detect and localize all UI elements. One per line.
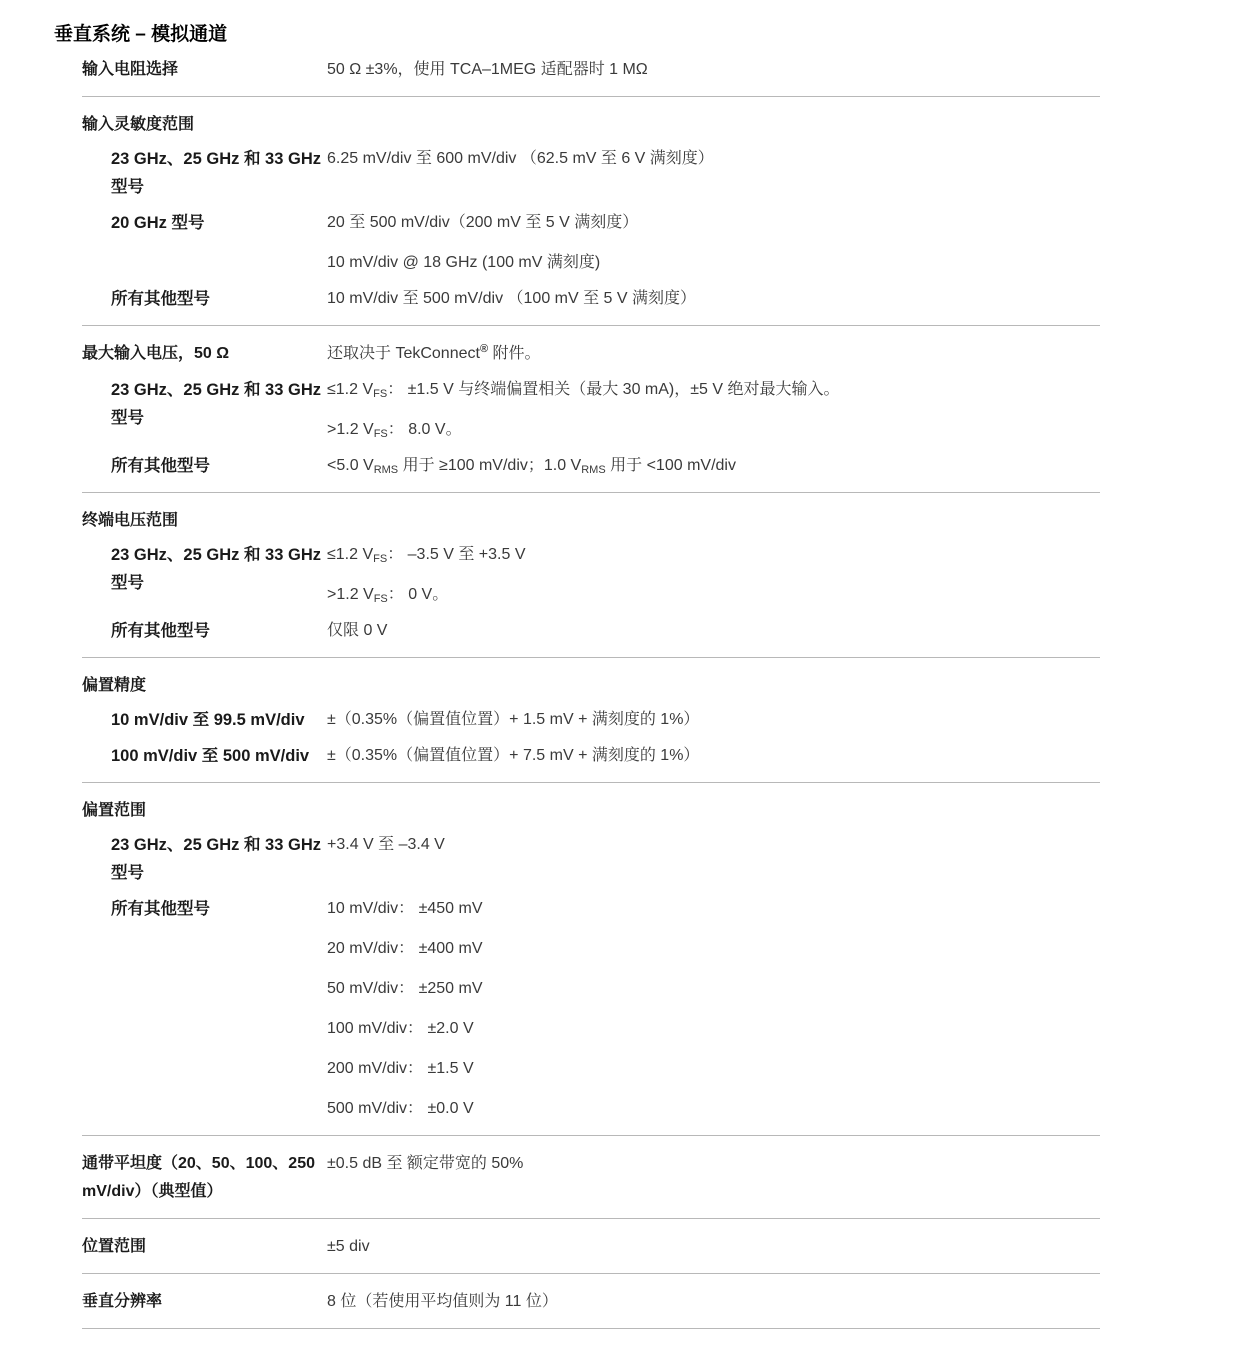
spec-value: 10 mV/div 至 500 mV/div （100 mV 至 5 V 满刻度）	[327, 290, 697, 307]
spec-values	[327, 338, 1100, 368]
spec-value: 还取决于 TekConnect® 附件。	[327, 343, 541, 362]
spec-row	[82, 1148, 1100, 1206]
subscript: RMS	[373, 464, 399, 476]
spec-label: 输入灵敏度范围	[82, 116, 195, 133]
spec-label: 100 mV/div 至 500 mV/div	[111, 747, 310, 765]
spec-value: ±（0.35%（偏置值位置）+ 7.5 mV + 满刻度的 1%）	[327, 747, 700, 764]
subscript: FS	[373, 428, 388, 440]
subscript: FS	[373, 593, 388, 605]
spec-values	[327, 54, 1100, 84]
spec-section	[82, 493, 1100, 658]
spec-subrow	[82, 283, 1100, 313]
spec-value: 6.25 mV/div 至 600 mV/div （62.5 mV 至 6 V 满刻度）	[327, 150, 714, 167]
spec-value: 10 mV/div： ±450 mV	[327, 900, 483, 917]
spec-subrow	[82, 207, 1100, 277]
subscript: FS	[373, 388, 388, 400]
spec-value: 仅限 0 V	[327, 622, 388, 639]
spec-values	[327, 1286, 1100, 1316]
spec-label: 位置范围	[82, 1238, 147, 1255]
spec-value: >1.2 $V_{FS}$： 8.0 V。	[327, 421, 462, 440]
spec-subrow	[82, 740, 1100, 770]
spec-row	[82, 338, 1100, 368]
spec-section	[82, 326, 1100, 493]
superscript: ®	[479, 343, 489, 355]
spec-value: 200 mV/div： ±1.5 V	[327, 1060, 474, 1077]
spec-value: <5.0 $V_{RMS}$ 用于 ≥100 mV/div；1.0 $V_{RMS}$ 用于 <100 mV/div	[327, 457, 736, 476]
spec-values	[327, 829, 1100, 859]
spec-subrow	[82, 829, 1100, 887]
spec-section	[82, 1274, 1100, 1329]
spec-label: 输入电阻选择	[82, 61, 179, 78]
spec-value: 10 mV/div @ 18 GHz (100 mV 满刻度)	[327, 254, 601, 271]
spec-values	[327, 893, 1100, 1123]
spec-values	[327, 539, 1100, 609]
spec-section	[82, 1136, 1100, 1219]
spec-values	[327, 283, 1100, 313]
page-title: 垂直系统 – 模拟通道	[54, 24, 228, 45]
spec-value: 50 Ω ±3%，使用 TCA–1MEG 适配器时 1 MΩ	[327, 61, 648, 78]
spec-row	[82, 670, 1100, 700]
spec-section	[82, 97, 1100, 326]
spec-label: 所有其他型号	[111, 900, 210, 918]
spec-values	[327, 1148, 1100, 1178]
spec-subrow	[82, 539, 1100, 609]
spec-value: ≤1.2 $V_{FS}$： ±1.5 V 与终端偏置相关（最大 30 mA)，±5 V 绝对最大输入。	[327, 381, 840, 400]
spec-subrow	[82, 450, 1100, 480]
spec-row	[82, 795, 1100, 825]
spec-value: 20 mV/div： ±400 mV	[327, 940, 483, 957]
spec-value: 8 位（若使用平均值则为 11 位）	[327, 1293, 558, 1310]
spec-value: ±（0.35%（偏置值位置）+ 1.5 mV + 满刻度的 1%）	[327, 711, 700, 728]
spec-value: 100 mV/div： ±2.0 V	[327, 1020, 474, 1037]
spec-subrow	[82, 143, 1100, 201]
spec-row	[82, 109, 1100, 139]
spec-row	[82, 1231, 1100, 1261]
spec-section	[82, 658, 1100, 783]
spec-subrow	[82, 374, 1100, 444]
spec-values	[327, 740, 1100, 770]
subscript: FS	[373, 553, 388, 565]
spec-label: 10 mV/div 至 99.5 mV/div	[111, 711, 305, 729]
spec-values	[327, 1231, 1100, 1261]
spec-values	[327, 143, 1100, 173]
spec-value: 20 至 500 mV/div（200 mV 至 5 V 满刻度）	[327, 214, 639, 231]
spec-value: >1.2 $V_{FS}$： 0 V。	[327, 586, 449, 605]
subscript: RMS	[581, 464, 606, 476]
spec-label: 23 GHz、25 GHz 和 33 GHz 型号	[111, 546, 321, 592]
spec-label: 23 GHz、25 GHz 和 33 GHz 型号	[111, 381, 321, 427]
spec-values	[327, 374, 1100, 444]
spec-values	[327, 704, 1100, 734]
spec-value: ≤1.2 $V_{FS}$： –3.5 V 至 +3.5 V	[327, 546, 526, 565]
spec-label: 垂直分辨率	[82, 1293, 163, 1310]
spec-value: +3.4 V 至 –3.4 V	[327, 836, 445, 853]
spec-label: 终端电压范围	[82, 512, 179, 529]
spec-subrow	[82, 704, 1100, 734]
spec-value: ±0.5 dB 至 额定带宽的 50%	[327, 1155, 524, 1172]
spec-row	[82, 54, 1100, 84]
spec-label: 23 GHz、25 GHz 和 33 GHz 型号	[111, 836, 321, 882]
spec-table	[82, 54, 1100, 1329]
spec-row	[82, 505, 1100, 535]
spec-label: 所有其他型号	[111, 290, 210, 308]
spec-label: 20 GHz 型号	[111, 214, 205, 232]
spec-row	[82, 1286, 1100, 1316]
spec-label: 所有其他型号	[111, 622, 210, 640]
spec-section	[82, 1219, 1100, 1274]
spec-section	[82, 783, 1100, 1136]
spec-subrow	[82, 615, 1100, 645]
spec-label: 最大输入电压，50 Ω	[82, 345, 230, 362]
spec-values	[327, 450, 1100, 480]
spec-subrow	[82, 893, 1100, 1123]
spec-value: 50 mV/div： ±250 mV	[327, 980, 483, 997]
spec-label: 偏置精度	[82, 677, 147, 694]
spec-values	[327, 207, 1100, 277]
spec-value: ±5 div	[327, 1238, 370, 1255]
spec-label: 所有其他型号	[111, 457, 210, 475]
spec-values	[327, 615, 1100, 645]
spec-section	[82, 54, 1100, 97]
spec-label: 通带平坦度（20、50、100、250 mV/div）（典型值）	[82, 1155, 315, 1200]
spec-label: 23 GHz、25 GHz 和 33 GHz 型号	[111, 150, 321, 196]
spec-value: 500 mV/div： ±0.0 V	[327, 1100, 474, 1117]
spec-label: 偏置范围	[82, 802, 147, 819]
